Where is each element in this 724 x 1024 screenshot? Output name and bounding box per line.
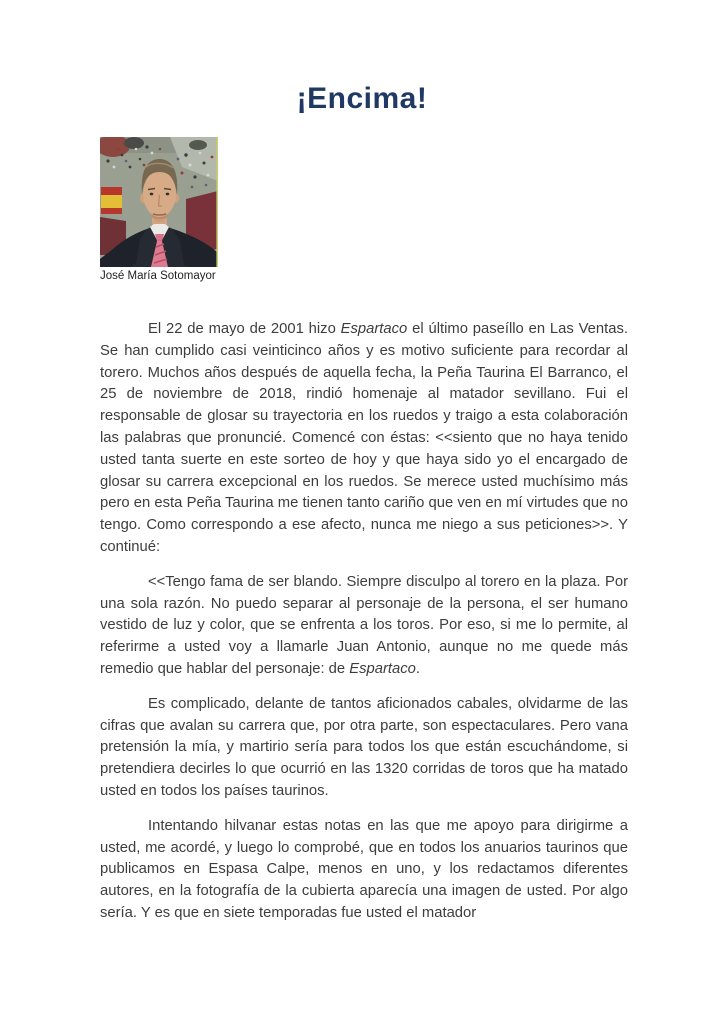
- page-title: ¡Encima!: [296, 82, 428, 115]
- paragraph: [100, 816, 628, 925]
- paragraph: [100, 572, 628, 681]
- italic-text-segment: Espartaco: [340, 321, 408, 337]
- text-segment: Es complicado, delante de tantos aficionados cabales, olvidarme de las cifras que avalan su carrera que, por otra parte, son espectaculares. Pero vana pretensión la mía, y martirio sería para todos los que están escuchándome, si pretendiera decirles lo que ocurrió en las 1320 corridas de toros que ha matado usted en todos los países taurinos.: [100, 695, 628, 799]
- italic-text-segment: Espartaco: [349, 660, 416, 677]
- photo-caption: José María Sotomayor: [100, 270, 216, 282]
- spanish-flag: [101, 187, 122, 214]
- author-photo-figure: [100, 137, 220, 282]
- text-segment: el último paseíllo en Las Ventas. Se han cumplido casi veinticinco años y es motivo suficiente para recordar al torero. Muchos años después de aquella fecha, la Peña Taurina El Barranco, el 25 de noviembre de 2018, rindió homenaje al matador sevillano. Fui el responsable de glosar su trayectoria en los ruedos y traigo a esta colaboración las palabras que pronuncié. Comencé con éstas: <<siento que no haya tenido usted tanta suerte en este sorteo de hoy y que haya sido yo el encargado de glosar su carrera excepcional en los ruedos. Se merece usted muchísimo más pero en esta Peña Taurina me tienen tanto cariño que ven en mí virtudes que no tengo. Como correspondo a ese afecto, nunca me niego a sus peticiones>>. Y continué:: [100, 321, 628, 555]
- paragraph: [100, 319, 628, 559]
- text-segment: El 22 de mayo de 2001 hizo: [148, 321, 341, 337]
- photo-edge-line: [216, 137, 218, 267]
- text-segment: Intentando hilvanar estas notas en las que me apoyo para dirigirme a usted, me acordé, y luego lo comprobé, que en todos los anuarios taurinos que publicamos en Espasa Calpe, menos en uno, y los redactamos diferentes autores, en la fotografía de la cubierta aparecía una imagen de usted. Por algo sería. Y es que en siete temporadas fue usted el matador: [100, 817, 628, 921]
- text-segment: .: [415, 660, 420, 677]
- text-segment: <<Tengo fama de ser blando. Siempre disculpo al torero en la plaza. Por una sola razón. No puedo separar al personaje de la persona, el ser humano vestido de luz y color, que se enfrenta a los toros. Por eso, si me lo permite, al referirme a usted voy a llamarle Juan Antonio, aunque no me quede más remedio que hablar del personaje: de: [100, 573, 628, 677]
- author-photo: [100, 137, 218, 267]
- bullring-portrait-image: [100, 137, 218, 267]
- article-body: [100, 319, 628, 938]
- paragraph: [100, 694, 628, 803]
